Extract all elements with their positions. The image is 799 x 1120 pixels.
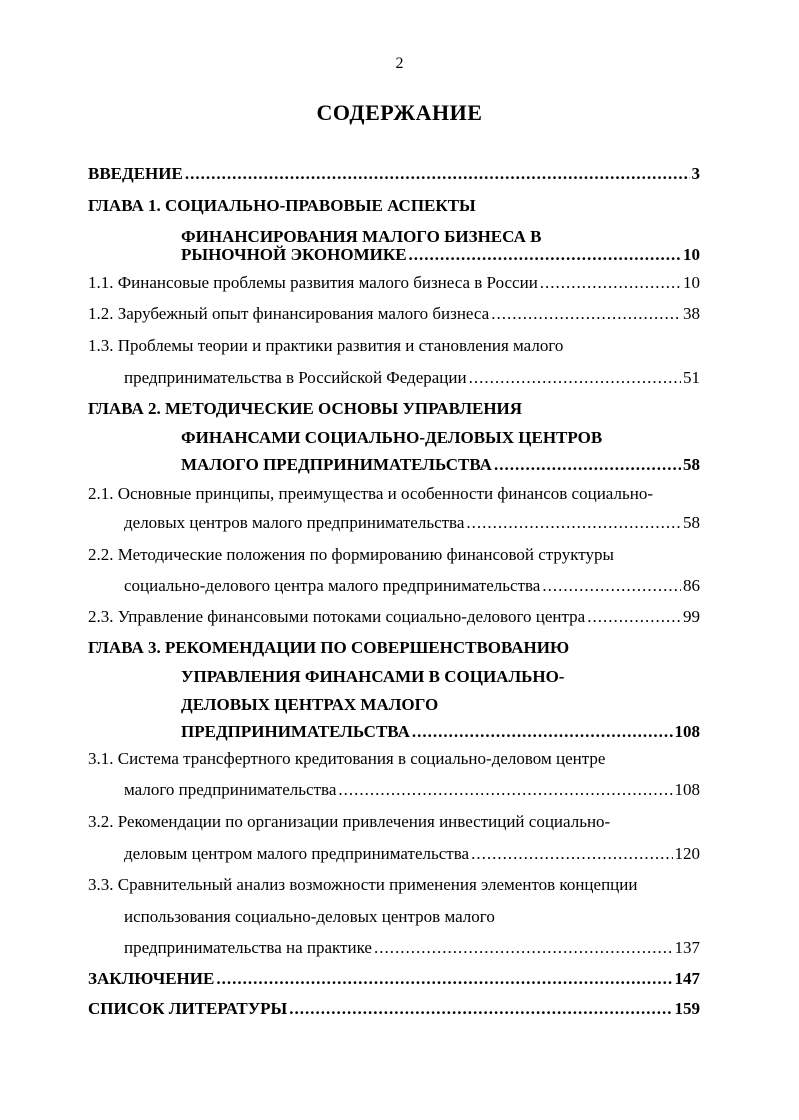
toc-page-number: 51: [683, 368, 700, 387]
toc-entry-text: деловых центров малого предпринимательства: [124, 513, 465, 532]
toc-entry-text: 1.3. Проблемы теории и практики развития и становления малого: [88, 336, 564, 355]
toc-entry-section-2-2[interactable]: [88, 539, 700, 571]
toc-page-number: 38: [683, 304, 700, 323]
toc-entry-text: 2.2. Методические положения по формированию финансовой структуры: [88, 545, 614, 564]
toc-entry-introduction[interactable]: [88, 158, 700, 190]
toc-entry-text: 3.2. Рекомендации по организации привлечения инвестиций социально-: [88, 812, 611, 831]
toc-entry-text: ДЕЛОВЫХ ЦЕНТРАХ МАЛОГО: [181, 695, 439, 714]
toc-entry-text: ВВЕДЕНИЕ: [88, 164, 183, 183]
toc-entry-text: СПИСОК ЛИТЕРАТУРЫ: [88, 999, 288, 1018]
toc-entry-chapter-2[interactable]: [88, 393, 700, 425]
toc-leader-dots: [374, 932, 673, 964]
toc-entry-text: деловым центром малого предпринимательства: [124, 844, 470, 863]
toc-entry-chapter-3[interactable]: [88, 632, 700, 664]
toc-entry-text: ГЛАВА 3. РЕКОМЕНДАЦИИ ПО СОВЕРШЕНСТВОВАНИЮ: [88, 638, 570, 657]
toc-entry-text: ФИНАНСАМИ СОЦИАЛЬНО-ДЕЛОВЫХ ЦЕНТРОВ: [181, 428, 603, 447]
toc-entry-text: 1.2. Зарубежный опыт финансирования малого бизнеса: [88, 304, 490, 323]
toc-entry-section-1-3-cont[interactable]: [124, 362, 700, 394]
toc-entry-text: МАЛОГО ПРЕДПРИНИМАТЕЛЬСТВА: [181, 455, 492, 474]
toc-leader-dots: [587, 601, 681, 633]
toc-entry-section-1-3[interactable]: [88, 330, 700, 362]
toc-leader-dots: [469, 362, 681, 394]
toc-entry-text: ПРЕДПРИНИМАТЕЛЬСТВА: [181, 722, 410, 741]
toc-leader-dots: [338, 774, 672, 806]
toc-page-number: 86: [683, 576, 700, 595]
toc-entry-text: 3.1. Система трансфертного кредитования в социально-деловом центре: [88, 749, 606, 768]
toc-leader-dots: [471, 838, 672, 870]
toc-entry-text: 3.3. Сравнительный анализ возможности применения элементов концепции: [88, 875, 638, 894]
toc-entry-section-3-3[interactable]: [88, 869, 700, 901]
toc-page-number: 147: [674, 969, 700, 988]
toc-leader-dots: [491, 298, 681, 330]
toc-entry-section-3-2[interactable]: [88, 806, 700, 838]
toc-entry-references[interactable]: [88, 993, 700, 1025]
toc-page-number: 58: [683, 455, 700, 474]
toc-leader-dots: [185, 158, 690, 190]
toc-entry-section-2-2-cont[interactable]: [124, 570, 700, 602]
toc-page-number: 137: [674, 938, 700, 957]
toc-entry-chapter-2-end[interactable]: [181, 449, 700, 481]
toc-entry-text: 1.1. Финансовые проблемы развития малого бизнеса в России: [88, 273, 538, 292]
toc-page-number: 159: [674, 999, 700, 1018]
toc-entry-conclusion[interactable]: [88, 963, 700, 995]
toc-page-number: 10: [683, 273, 700, 292]
toc-entry-text: предпринимательства в Российской Федерации: [124, 368, 467, 387]
toc-entry-text: предпринимательства на практике: [124, 938, 372, 957]
page-title: СОДЕРЖАНИЕ: [316, 100, 483, 125]
toc-page-number: 108: [674, 722, 700, 741]
toc-entry-section-1-1[interactable]: [88, 267, 700, 299]
toc-entry-section-3-1[interactable]: [88, 743, 700, 775]
toc-entry-text: ФИНАНСИРОВАНИЯ МАЛОГО БИЗНЕСА В: [181, 227, 542, 246]
toc-page-number: 58: [683, 513, 700, 532]
toc-entry-section-1-2[interactable]: [88, 298, 700, 330]
toc-leader-dots: [466, 507, 681, 539]
toc-leader-dots: [494, 449, 681, 481]
toc-page-number: 99: [683, 607, 700, 626]
toc-entry-text: ЗАКЛЮЧЕНИЕ: [88, 969, 215, 988]
toc-entry-section-2-1[interactable]: [88, 478, 700, 510]
toc-leader-dots: [289, 993, 672, 1025]
toc-entry-chapter-1[interactable]: [88, 190, 700, 222]
toc-leader-dots: [540, 267, 681, 299]
toc-entry-text: ГЛАВА 2. МЕТОДИЧЕСКИЕ ОСНОВЫ УПРАВЛЕНИЯ: [88, 399, 523, 418]
toc-entry-text: социально-делового центра малого предпринимательства: [124, 576, 541, 595]
toc-entry-section-3-2-cont[interactable]: [124, 838, 700, 870]
toc-entry-section-3-3-cont[interactable]: [124, 901, 700, 933]
toc-page-number: 10: [683, 245, 700, 264]
toc-entry-section-3-3-end[interactable]: [124, 932, 700, 964]
toc-entry-text: малого предпринимательства: [124, 780, 337, 799]
page-number: 2: [395, 55, 404, 72]
toc-entry-section-3-1-cont[interactable]: [124, 774, 700, 806]
toc-entry-text: 2.1. Основные принципы, преимущества и особенности финансов социально-: [88, 484, 653, 503]
toc-entry-text: использования социально-деловых центров малого: [124, 907, 495, 926]
toc-entry-text: 2.3. Управление финансовыми потоками социально-делового центра: [88, 607, 586, 626]
toc-page-number: 3: [691, 164, 700, 183]
toc-entry-section-2-3[interactable]: [88, 601, 700, 633]
toc-leader-dots: [216, 963, 672, 995]
toc-leader-dots: [542, 570, 681, 602]
toc-page-number: 120: [674, 844, 700, 863]
toc-page-number: 108: [674, 780, 700, 799]
toc-entry-text: ГЛАВА 1. СОЦИАЛЬНО-ПРАВОВЫЕ АСПЕКТЫ: [88, 196, 476, 215]
toc-entry-text: УПРАВЛЕНИЯ ФИНАНСАМИ В СОЦИАЛЬНО-: [181, 667, 565, 686]
toc-entry-text: РЫНОЧНОЙ ЭКОНОМИКЕ: [181, 245, 407, 264]
toc-entry-section-2-1-cont[interactable]: [124, 507, 700, 539]
